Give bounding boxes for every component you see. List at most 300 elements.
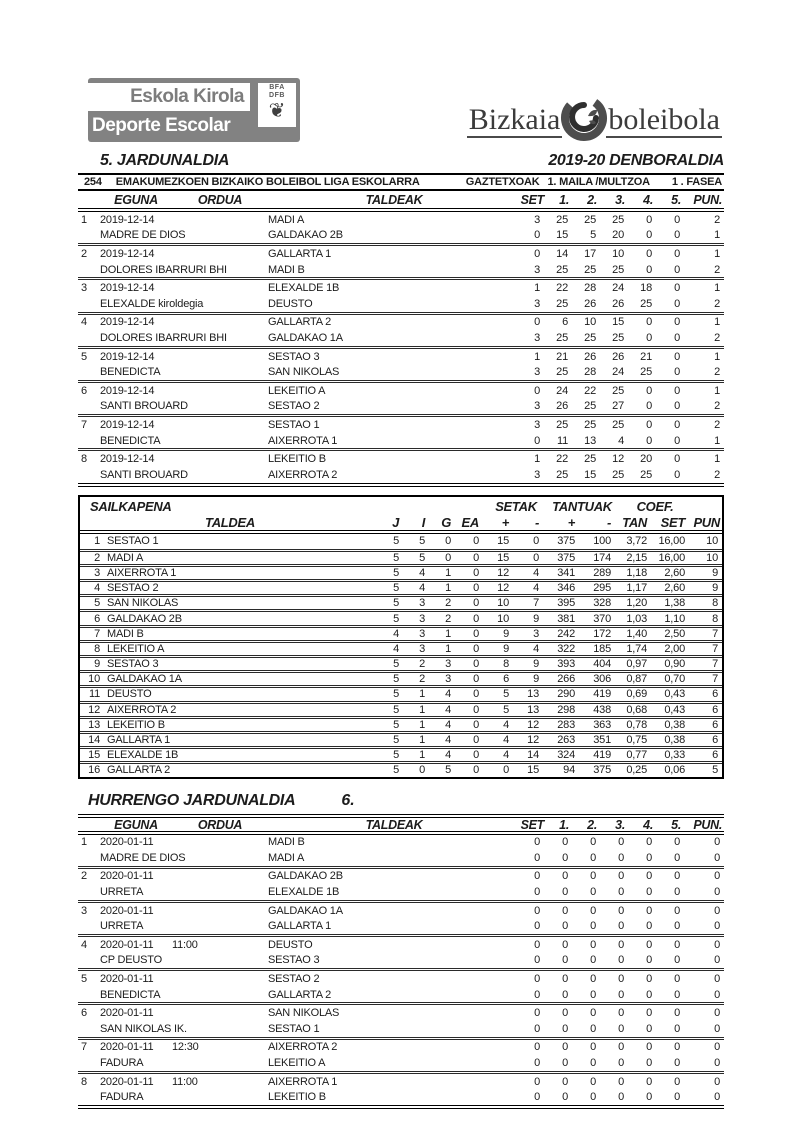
away-set5-score: 0 xyxy=(674,920,680,933)
home-set1-score: 0 xyxy=(562,870,568,883)
stat-points-for: 375 xyxy=(557,535,575,548)
col-taldea: TALDEA xyxy=(205,514,255,530)
logo-line1-box xyxy=(88,83,250,111)
stat-sets-lost: 3 xyxy=(533,627,539,640)
stat-j: 5 xyxy=(393,566,399,579)
away-set3-score: 27 xyxy=(612,400,624,413)
away-sets-won: 0 xyxy=(534,1022,540,1035)
match-venue: BENEDICTA xyxy=(100,988,161,1001)
home-set3-score: 12 xyxy=(612,453,624,466)
home-set1-score: 24 xyxy=(556,384,568,397)
match-row-away xyxy=(78,850,724,866)
away-set2-score: 0 xyxy=(590,886,596,899)
rank-number: 12 xyxy=(88,703,100,716)
team-cell xyxy=(80,582,380,594)
match-row-away xyxy=(78,1089,724,1105)
stat-sets-won: 12 xyxy=(497,582,509,595)
away-set4-score: 0 xyxy=(646,434,652,447)
stat-points-against: 363 xyxy=(593,718,611,731)
coef-tan: 0,87 xyxy=(626,673,647,686)
team-name: MADI B xyxy=(107,627,144,640)
match-venue: SANTI BROUARD xyxy=(100,468,188,481)
rank-number: 1 xyxy=(94,535,100,548)
col-set4: 4. xyxy=(643,192,653,207)
home-set1-score: 0 xyxy=(562,1041,568,1054)
home-set5-score: 0 xyxy=(674,870,680,883)
logo-line2-text: Deporte Escolar xyxy=(92,115,231,136)
coef-set: 16,00 xyxy=(658,551,685,564)
stat-j: 5 xyxy=(393,718,399,731)
stat-pun: 6 xyxy=(712,749,718,762)
away-set1-score: 25 xyxy=(556,263,568,276)
stat-sets-lost: 7 xyxy=(533,597,539,610)
away-set4-score: 0 xyxy=(646,229,652,242)
stat-points-against: 289 xyxy=(593,566,611,579)
stat-j: 5 xyxy=(393,703,399,716)
match-row-home xyxy=(78,417,724,433)
home-sets-won: 0 xyxy=(534,938,540,951)
home-set4-score: 0 xyxy=(646,870,652,883)
away-set3-score: 0 xyxy=(618,988,624,1001)
away-set2-score: 0 xyxy=(590,1022,596,1035)
stat-points-for: 283 xyxy=(557,718,575,731)
home-set4-score: 0 xyxy=(646,247,652,260)
match-time: 12:30 xyxy=(172,1041,199,1054)
stat-i: 0 xyxy=(419,764,425,777)
home-points: 1 xyxy=(714,316,720,329)
home-points: 0 xyxy=(714,1041,720,1054)
away-set5-score: 0 xyxy=(674,263,680,276)
team-name: SESTAO 2 xyxy=(107,582,159,595)
match-date: 2019-12-14 xyxy=(100,453,155,466)
coef-tan: 0,97 xyxy=(626,658,647,671)
stat-points-for: 393 xyxy=(557,658,575,671)
home-set4-score: 0 xyxy=(646,418,652,431)
away-set4-score: 0 xyxy=(646,920,652,933)
team-name: DEUSTO xyxy=(107,688,152,701)
stat-j: 5 xyxy=(393,688,399,701)
home-set4-score: 0 xyxy=(646,316,652,329)
away-set4-score: 0 xyxy=(646,886,652,899)
next-round-body xyxy=(78,835,724,1110)
stat-points-for: 266 xyxy=(557,673,575,686)
away-team-name: LEKEITIO B xyxy=(268,1091,326,1104)
season-title: 2019-20 DENBORALDIA xyxy=(548,152,724,169)
stat-sets-lost: 13 xyxy=(527,703,539,716)
stat-points-against: 185 xyxy=(593,642,611,655)
home-set4-score: 21 xyxy=(640,350,652,363)
home-team-name: LEKEITIO B xyxy=(268,453,326,466)
away-set4-score: 0 xyxy=(646,1091,652,1104)
league-level: 1. MAILA /MULTZOA xyxy=(547,176,650,188)
match-date: 2020-01-11 xyxy=(100,938,154,951)
home-set5-score: 0 xyxy=(674,1007,680,1020)
stat-points-against: 172 xyxy=(593,627,611,640)
home-set3-score: 24 xyxy=(612,282,624,295)
match-row-away xyxy=(78,262,724,278)
match-venue: FADURA xyxy=(100,1091,144,1104)
team-name: LEKEITIO A xyxy=(107,642,165,655)
home-team-name: SESTAO 2 xyxy=(268,973,320,986)
standings-row xyxy=(80,716,722,731)
home-set3-score: 25 xyxy=(612,418,624,431)
home-points: 0 xyxy=(714,904,720,917)
standings-title: SAILKAPENA xyxy=(90,499,172,514)
col-standings-pun: PUN xyxy=(693,514,720,530)
col-set3: 3. xyxy=(615,817,625,832)
stat-points-against: 295 xyxy=(593,582,611,595)
stat-pun: 7 xyxy=(712,627,718,640)
away-points: 0 xyxy=(714,1022,720,1035)
stat-g: 4 xyxy=(445,718,451,731)
col-i: I xyxy=(421,514,425,530)
col-ordua: ORDUA xyxy=(197,817,243,832)
next-round-title: HURRENGO JARDUNALDIA xyxy=(88,791,296,809)
stat-ea: 0 xyxy=(473,734,479,747)
stat-i: 4 xyxy=(419,566,425,579)
home-team-name: DEUSTO xyxy=(268,938,313,951)
home-set3-score: 0 xyxy=(618,1007,624,1020)
away-team-name: LEKEITIO A xyxy=(268,1057,326,1070)
stat-sets-lost: 9 xyxy=(533,673,539,686)
stat-pun: 9 xyxy=(712,566,718,579)
rank-number: 2 xyxy=(94,551,100,564)
stat-sets-lost: 0 xyxy=(533,535,539,548)
match-number: 7 xyxy=(81,418,87,431)
match-block xyxy=(78,1040,724,1074)
away-set1-score: 25 xyxy=(556,297,568,310)
match-block xyxy=(78,1074,724,1109)
away-sets-won: 3 xyxy=(534,263,540,276)
stat-ea: 0 xyxy=(473,749,479,762)
away-set2-score: 0 xyxy=(590,988,596,1001)
away-set4-score: 25 xyxy=(640,297,652,310)
away-team-name: SESTAO 3 xyxy=(268,954,320,967)
next-round-table xyxy=(78,814,724,1110)
match-row-away xyxy=(78,987,724,1003)
away-set5-score: 0 xyxy=(674,400,680,413)
col-set2: 2. xyxy=(587,817,597,832)
stat-sets-won: 10 xyxy=(497,597,509,610)
stat-sets-lost: 4 xyxy=(533,642,539,655)
coef-tan: 1,40 xyxy=(626,627,647,640)
stat-points-against: 100 xyxy=(593,535,611,548)
team-cell xyxy=(80,597,380,609)
stat-i: 1 xyxy=(419,703,425,716)
away-set1-score: 0 xyxy=(562,988,568,1001)
away-set2-score: 0 xyxy=(590,954,596,967)
match-venue: DOLORES IBARRURI BHI xyxy=(100,331,227,344)
badge-line2: DFB xyxy=(269,92,285,99)
match-block xyxy=(78,971,724,1005)
team-cell xyxy=(80,704,380,716)
away-set2-score: 15 xyxy=(584,468,596,481)
stat-pun: 6 xyxy=(712,688,718,701)
next-round-title-row xyxy=(78,792,724,810)
coef-set: 2,50 xyxy=(664,627,685,640)
home-set1-score: 0 xyxy=(562,836,568,849)
away-points: 0 xyxy=(714,988,720,1001)
coef-set: 16,00 xyxy=(658,535,685,548)
home-points: 1 xyxy=(714,453,720,466)
home-team-name: MADI B xyxy=(268,836,305,849)
away-set1-score: 0 xyxy=(562,920,568,933)
away-points: 0 xyxy=(714,954,720,967)
away-points: 2 xyxy=(714,366,720,379)
standings-row xyxy=(80,731,722,746)
coef-tan: 1,20 xyxy=(626,597,647,610)
group-coef: COEF. xyxy=(636,499,674,514)
stat-pun: 8 xyxy=(712,597,718,610)
home-team-name: AIXERROTA 1 xyxy=(268,1075,338,1088)
col-set3: 3. xyxy=(615,192,625,207)
group-tantuak: TANTUAK xyxy=(552,499,612,514)
home-set2-score: 17 xyxy=(584,247,596,260)
away-points: 2 xyxy=(714,400,720,413)
away-points: 0 xyxy=(714,1057,720,1070)
match-venue: MADRE DE DIOS xyxy=(100,229,186,242)
volleyball-swirl-icon xyxy=(558,92,610,144)
col-eguna: EGUNA xyxy=(114,192,158,207)
away-team-name: MADI A xyxy=(268,851,305,864)
team-cell xyxy=(80,734,380,746)
stat-i: 1 xyxy=(419,734,425,747)
stat-pun: 5 xyxy=(712,764,718,777)
badge-line1: BFA xyxy=(269,84,285,91)
stat-pun: 7 xyxy=(712,642,718,655)
coef-set: 0,70 xyxy=(664,673,685,686)
home-set3-score: 15 xyxy=(612,316,624,329)
match-number: 6 xyxy=(81,1007,87,1020)
home-points: 1 xyxy=(714,282,720,295)
stat-points-against: 174 xyxy=(593,551,611,564)
match-row-away xyxy=(78,1055,724,1071)
home-points: 0 xyxy=(714,870,720,883)
home-sets-won: 0 xyxy=(534,384,540,397)
brand-word-boleibola: boleibola xyxy=(608,102,720,136)
home-set5-score: 0 xyxy=(674,213,680,226)
stat-g: 3 xyxy=(445,658,451,671)
stat-i: 1 xyxy=(419,718,425,731)
away-set2-score: 0 xyxy=(590,920,596,933)
stat-j: 5 xyxy=(393,673,399,686)
home-set2-score: 25 xyxy=(584,213,596,226)
home-team-name: GALDAKAO 1A xyxy=(268,904,343,917)
home-sets-won: 3 xyxy=(534,418,540,431)
away-set3-score: 25 xyxy=(612,331,624,344)
coef-set: 0,43 xyxy=(664,703,685,716)
coef-set: 2,60 xyxy=(664,582,685,595)
stat-points-against: 328 xyxy=(593,597,611,610)
stat-g: 0 xyxy=(445,551,451,564)
match-number: 3 xyxy=(81,904,87,917)
match-block xyxy=(78,315,724,349)
stat-g: 4 xyxy=(445,703,451,716)
home-points: 0 xyxy=(714,973,720,986)
home-sets-won: 1 xyxy=(534,282,540,295)
rank-number: 8 xyxy=(94,642,100,655)
col-set5: 5. xyxy=(671,817,681,832)
match-venue: URRETA xyxy=(100,886,144,899)
away-set2-score: 25 xyxy=(584,331,596,344)
stat-sets-won: 8 xyxy=(503,658,509,671)
match-venue: CP DEUSTO xyxy=(100,954,162,967)
standings-row xyxy=(80,685,722,700)
match-row-home xyxy=(78,1005,724,1021)
stat-ea: 0 xyxy=(473,582,479,595)
stat-points-against: 351 xyxy=(593,734,611,747)
away-set3-score: 0 xyxy=(618,1091,624,1104)
match-row-away xyxy=(78,364,724,380)
match-venue: SANTI BROUARD xyxy=(100,400,188,413)
team-name: SAN NIKOLAS xyxy=(107,597,179,610)
home-set1-score: 0 xyxy=(562,1007,568,1020)
home-set2-score: 28 xyxy=(584,282,596,295)
home-set5-score: 0 xyxy=(674,418,680,431)
stat-ea: 0 xyxy=(473,612,479,625)
stat-i: 1 xyxy=(419,749,425,762)
rank-number: 5 xyxy=(94,597,100,610)
away-set1-score: 0 xyxy=(562,954,568,967)
results-header-row xyxy=(78,191,724,212)
home-set3-score: 0 xyxy=(618,870,624,883)
match-number: 8 xyxy=(81,1075,87,1088)
away-team-name: SESTAO 1 xyxy=(268,1022,320,1035)
league-bar xyxy=(78,173,724,191)
home-set2-score: 22 xyxy=(584,384,596,397)
col-set: SET xyxy=(520,192,544,207)
coef-tan: 0,77 xyxy=(626,749,647,762)
home-set3-score: 0 xyxy=(618,1075,624,1088)
home-set4-score: 0 xyxy=(646,384,652,397)
away-points: 2 xyxy=(714,263,720,276)
match-block xyxy=(78,212,724,246)
team-name: LEKEITIO B xyxy=(107,718,165,731)
home-sets-won: 0 xyxy=(534,973,540,986)
coef-set: 1,38 xyxy=(664,597,685,610)
stat-sets-lost: 13 xyxy=(527,688,539,701)
team-name: GALLARTA 2 xyxy=(107,764,171,777)
stat-pun: 7 xyxy=(712,673,718,686)
match-row-home xyxy=(78,315,724,331)
team-cell xyxy=(80,567,380,579)
col-ea: EA xyxy=(461,514,479,530)
stat-i: 3 xyxy=(419,597,425,610)
away-points: 2 xyxy=(714,331,720,344)
match-date: 2020-01-11 xyxy=(100,1075,154,1088)
match-number: 7 xyxy=(81,1041,87,1054)
stat-points-for: 263 xyxy=(557,734,575,747)
home-set5-score: 0 xyxy=(674,836,680,849)
team-cell xyxy=(80,535,380,547)
away-set5-score: 0 xyxy=(674,297,680,310)
match-date: 2020-01-11 xyxy=(100,904,154,917)
results-body xyxy=(78,212,724,487)
away-points: 2 xyxy=(714,297,720,310)
home-team-name: GALLARTA 1 xyxy=(268,247,332,260)
away-set4-score: 25 xyxy=(640,366,652,379)
match-date: 2019-12-14 xyxy=(100,384,155,397)
match-block xyxy=(78,835,724,869)
team-name: AIXERROTA 1 xyxy=(107,566,177,579)
home-points: 1 xyxy=(714,247,720,260)
match-date: 2019-12-14 xyxy=(100,350,155,363)
bfa-dfb-badge xyxy=(258,83,296,127)
coef-set: 2,00 xyxy=(664,642,685,655)
away-team-name: SESTAO 2 xyxy=(268,400,320,413)
match-date: 2019-12-14 xyxy=(100,213,155,226)
stat-sets-won: 10 xyxy=(497,612,509,625)
col-j: J xyxy=(392,514,399,530)
stat-sets-lost: 4 xyxy=(533,582,539,595)
stat-sets-lost: 12 xyxy=(527,734,539,747)
stat-ea: 0 xyxy=(473,627,479,640)
stat-pun: 6 xyxy=(712,703,718,716)
home-team-name: SESTAO 3 xyxy=(268,350,320,363)
stat-points-for: 395 xyxy=(557,597,575,610)
match-number: 3 xyxy=(81,282,87,295)
match-block xyxy=(78,937,724,971)
match-number: 2 xyxy=(81,870,87,883)
match-number: 6 xyxy=(81,384,87,397)
match-number: 5 xyxy=(81,350,87,363)
stat-g: 4 xyxy=(445,749,451,762)
away-set2-score: 0 xyxy=(590,851,596,864)
away-set4-score: 0 xyxy=(646,851,652,864)
coef-tan: 0,68 xyxy=(626,703,647,716)
home-set5-score: 0 xyxy=(674,1041,680,1054)
stat-j: 5 xyxy=(393,612,399,625)
away-points: 0 xyxy=(714,920,720,933)
away-set5-score: 0 xyxy=(674,229,680,242)
stat-sets-lost: 0 xyxy=(533,551,539,564)
match-venue: BENEDICTA xyxy=(100,434,161,447)
away-set3-score: 4 xyxy=(618,434,624,447)
team-cell xyxy=(80,552,380,564)
home-set1-score: 25 xyxy=(556,418,568,431)
away-set1-score: 0 xyxy=(562,1091,568,1104)
team-name: MADI A xyxy=(107,551,144,564)
eskola-kirola-logo xyxy=(88,78,300,142)
away-set5-score: 0 xyxy=(674,366,680,379)
match-block xyxy=(78,349,724,383)
team-name: ELEXALDE 1B xyxy=(107,749,179,762)
match-row-home xyxy=(78,835,724,851)
coef-set: 2,60 xyxy=(664,566,685,579)
stat-points-for: 375 xyxy=(557,551,575,564)
away-team-name: AIXERROTA 2 xyxy=(268,468,338,481)
match-row-away xyxy=(78,433,724,449)
stat-sets-won: 4 xyxy=(503,734,509,747)
stat-j: 5 xyxy=(393,764,399,777)
stat-pun: 6 xyxy=(712,734,718,747)
match-row-home xyxy=(78,903,724,919)
home-set4-score: 0 xyxy=(646,1007,652,1020)
coef-set: 0,38 xyxy=(664,734,685,747)
home-points: 2 xyxy=(714,418,720,431)
rank-number: 11 xyxy=(88,688,100,701)
rank-number: 15 xyxy=(88,749,100,762)
home-set1-score: 25 xyxy=(556,213,568,226)
rank-number: 7 xyxy=(94,627,100,640)
stat-i: 3 xyxy=(419,612,425,625)
home-sets-won: 1 xyxy=(534,350,540,363)
away-set1-score: 25 xyxy=(556,331,568,344)
home-set3-score: 0 xyxy=(618,904,624,917)
league-phase: 1 . FASEA xyxy=(671,176,722,188)
away-team-name: MADI B xyxy=(268,263,305,276)
home-set4-score: 18 xyxy=(640,282,652,295)
